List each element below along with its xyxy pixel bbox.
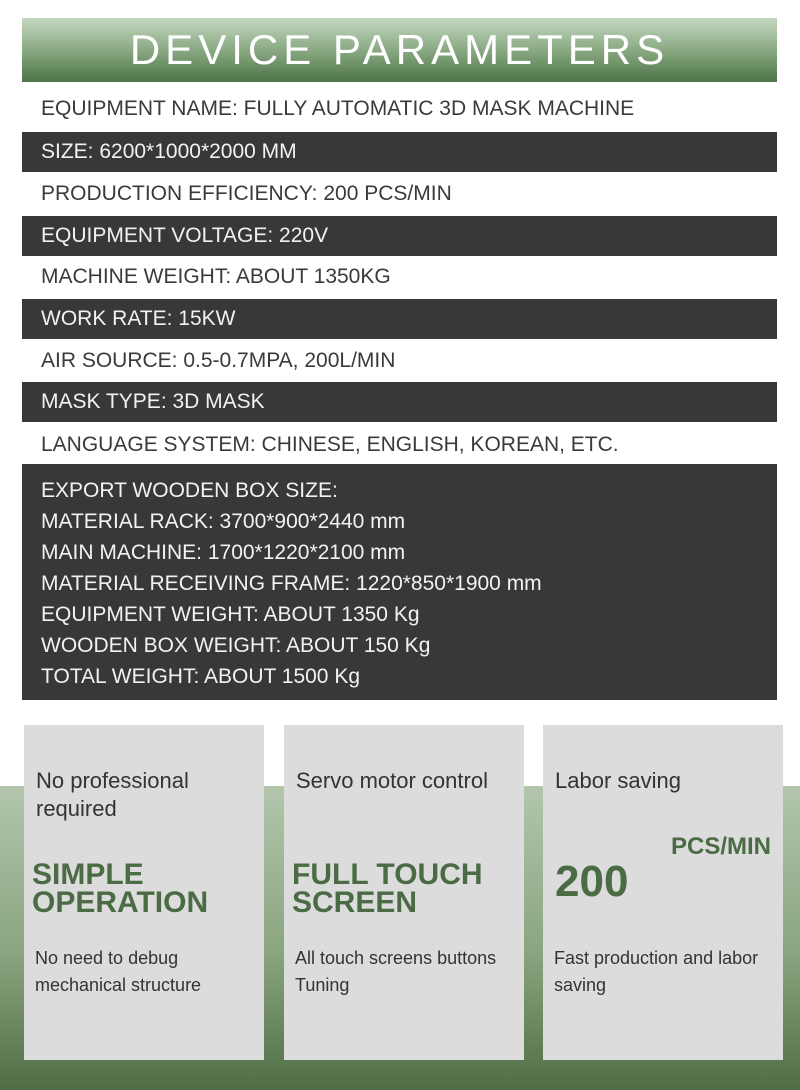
feature-card-subtitle: No professional required	[36, 768, 189, 821]
feature-card-subtitle: Servo motor control	[296, 768, 488, 793]
feature-card-headline-line: SCREEN	[292, 886, 418, 919]
feature-card-headline-line: OPERATION	[32, 886, 209, 919]
feature-card-headline	[292, 858, 522, 919]
feature-card-description: No need to debug mechanical structure	[35, 948, 202, 995]
feature-card-full-touch-screen	[284, 725, 524, 1060]
feature-card-unit: PCS/MIN	[671, 833, 772, 860]
feature-card-headline-line: SIMPLE	[32, 858, 144, 891]
feature-card-labor-saving	[543, 725, 783, 1060]
param-row-mask-type: MASK TYPE: 3D MASK	[22, 382, 777, 422]
param-row-air-source: AIR SOURCE: 0.5-0.7MPA, 200L/MIN	[41, 349, 396, 372]
feature-card-description: Fast production and labor saving	[554, 948, 759, 995]
export-equipment-weight: EQUIPMENT WEIGHT: ABOUT 1350 Kg	[41, 603, 420, 626]
feature-card-subtitle: Labor saving	[555, 768, 681, 793]
feature-card-headline	[32, 858, 262, 919]
page-title: DEVICE PARAMETERS	[129, 26, 670, 73]
export-total-weight: TOTAL WEIGHT: ABOUT 1500 Kg	[41, 665, 360, 688]
export-box-weight: WOODEN BOX WEIGHT: ABOUT 150 Kg	[41, 634, 431, 657]
param-row-size: SIZE: 6200*1000*2000 MM	[22, 132, 777, 172]
feature-card-description: All touch screens buttons Tuning	[295, 948, 497, 995]
export-box-section	[22, 464, 777, 700]
feature-card-headline-line: FULL TOUCH	[292, 858, 483, 891]
param-row-language-system: LANGUAGE SYSTEM: CHINESE, ENGLISH, KOREAN, ETC.	[41, 433, 619, 456]
export-main-machine: MAIN MACHINE: 1700*1220*2100 mm	[41, 541, 406, 564]
param-row-voltage: EQUIPMENT VOLTAGE: 220V	[22, 216, 777, 256]
export-receiving-frame: MATERIAL RECEIVING FRAME: 1220*850*1900 mm	[41, 572, 542, 595]
param-row-production-efficiency: PRODUCTION EFFICIENCY: 200 PCS/MIN	[41, 182, 452, 205]
export-material-rack: MATERIAL RACK: 3700*900*2440 mm	[41, 510, 406, 533]
param-row-work-rate: WORK RATE: 15KW	[22, 299, 777, 339]
param-row-machine-weight: MACHINE WEIGHT: ABOUT 1350KG	[41, 265, 391, 288]
feature-card-number: 200	[555, 857, 629, 906]
header-banner	[22, 18, 777, 82]
export-heading: EXPORT WOODEN BOX SIZE:	[41, 479, 338, 502]
feature-card-simple-operation	[24, 725, 264, 1060]
param-row-equipment-name: EQUIPMENT NAME: FULLY AUTOMATIC 3D MASK MACHINE	[41, 97, 635, 120]
